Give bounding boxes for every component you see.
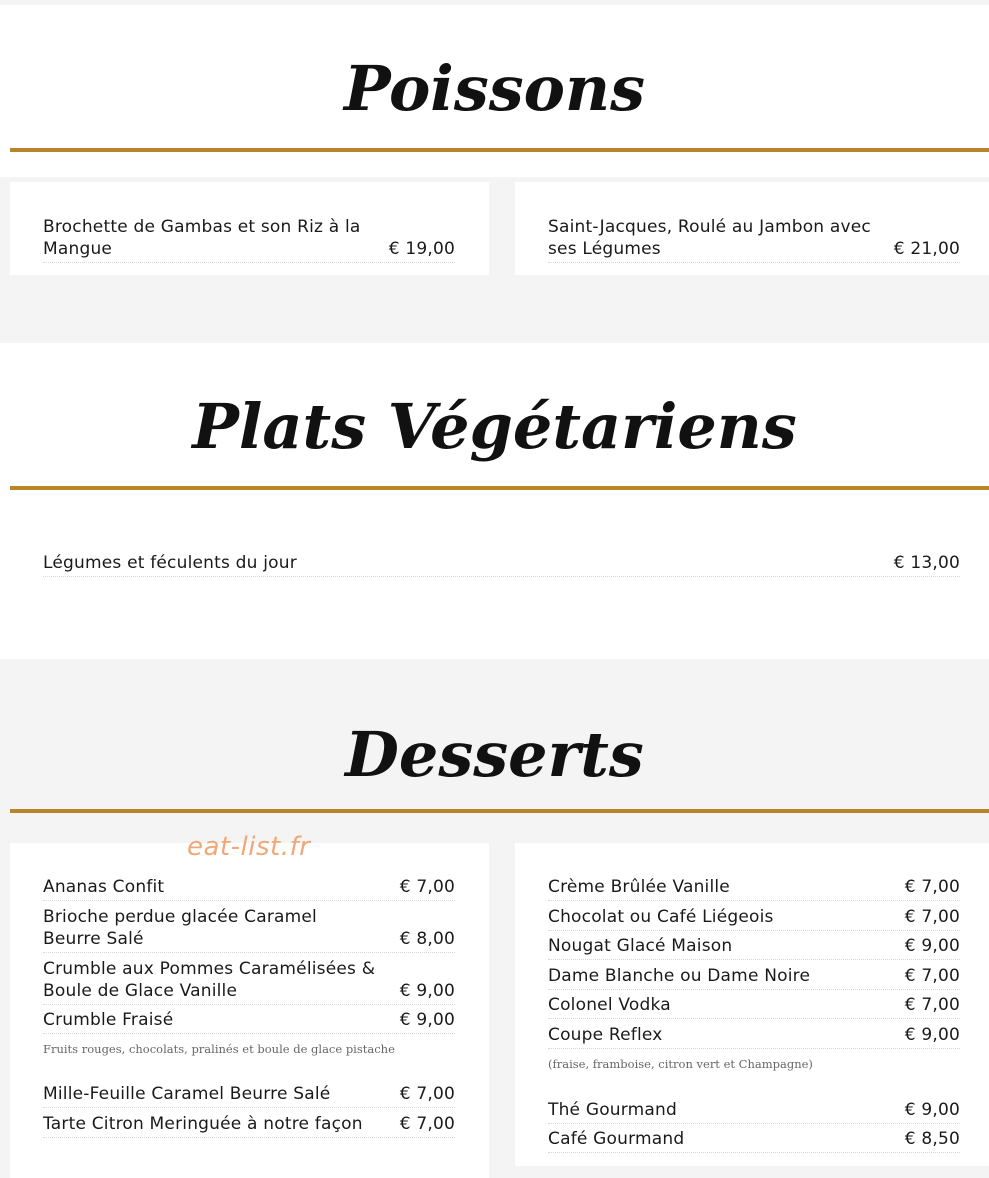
menu-item xyxy=(43,552,960,577)
menu-item xyxy=(548,935,960,960)
item-price: € 9,00 xyxy=(399,1010,455,1030)
item-price: € 7,00 xyxy=(904,995,960,1015)
menu-item xyxy=(43,1113,455,1138)
item-price: € 21,00 xyxy=(893,239,960,259)
item-name: Mille-Feuille Caramel Beurre Salé xyxy=(43,1084,331,1104)
item-price: € 13,00 xyxy=(893,553,960,573)
menu-item xyxy=(548,906,960,931)
menu-item xyxy=(548,216,960,263)
item-name: Café Gourmand xyxy=(548,1129,685,1149)
item-price: € 9,00 xyxy=(399,981,455,1001)
item-price: € 7,00 xyxy=(904,966,960,986)
item-price: € 9,00 xyxy=(904,936,960,956)
item-price: € 19,00 xyxy=(388,239,455,259)
item-price: € 8,00 xyxy=(399,929,455,949)
section-title-vegetariens: Plats Végétariens xyxy=(192,390,797,463)
item-name: Dame Blanche ou Dame Noire xyxy=(548,966,811,986)
item-name: Ananas Confit xyxy=(43,877,165,897)
menu-item xyxy=(548,965,960,990)
item-price: € 7,00 xyxy=(399,1114,455,1134)
menu-item xyxy=(548,1099,960,1124)
item-name: Thé Gourmand xyxy=(548,1100,678,1120)
item-description: Fruits rouges, chocolats, pralinés et boule de glace pistache xyxy=(43,1042,395,1056)
section-title-desserts: Desserts xyxy=(345,718,644,791)
menu-item xyxy=(548,1128,960,1153)
item-price: € 9,00 xyxy=(904,1025,960,1045)
item-name: Crumble Fraisé xyxy=(43,1010,174,1030)
item-name: Crème Brûlée Vanille xyxy=(548,877,730,897)
menu-item xyxy=(548,876,960,901)
section-title-poissons: Poissons xyxy=(343,52,645,125)
menu-item xyxy=(548,994,960,1019)
watermark: eat-list.fr xyxy=(187,832,311,862)
menu-card xyxy=(515,182,989,275)
item-name: Crumble aux Pommes Caramélisées & Boule de Glace Vanille xyxy=(43,959,376,1001)
menu-item xyxy=(43,958,455,1005)
item-price: € 7,00 xyxy=(904,877,960,897)
item-name: Nougat Glacé Maison xyxy=(548,936,733,956)
section-divider xyxy=(10,809,989,813)
item-price: € 9,00 xyxy=(904,1100,960,1120)
menu-item xyxy=(548,1024,960,1049)
menu-card xyxy=(10,182,489,275)
item-price: € 7,00 xyxy=(904,907,960,927)
section-divider xyxy=(10,148,989,152)
item-price: € 7,00 xyxy=(399,1084,455,1104)
menu-item xyxy=(43,1083,455,1108)
menu-card-left xyxy=(10,843,489,1178)
menu-card-right xyxy=(515,843,989,1166)
item-name: Brioche perdue glacée Caramel Beurre Salé xyxy=(43,907,317,949)
item-name: Saint-Jacques, Roulé au Jambon avec ses Légumes xyxy=(548,217,871,259)
item-name: Chocolat ou Café Liégeois xyxy=(548,907,774,927)
item-name: Légumes et féculents du jour xyxy=(43,553,297,573)
item-description: (fraise, framboise, citron vert et Champagne) xyxy=(548,1057,813,1071)
item-name: Colonel Vodka xyxy=(548,995,671,1015)
menu-item xyxy=(43,1009,455,1034)
item-name: Brochette de Gambas et son Riz à la Mangue xyxy=(43,217,361,259)
item-price: € 7,00 xyxy=(399,877,455,897)
section-divider xyxy=(10,486,989,490)
item-name: Coupe Reflex xyxy=(548,1025,663,1045)
item-price: € 8,50 xyxy=(904,1129,960,1149)
item-name: Tarte Citron Meringuée à notre façon xyxy=(43,1114,363,1134)
menu-item xyxy=(43,216,455,263)
menu-item xyxy=(43,876,455,901)
menu-item xyxy=(43,906,455,953)
